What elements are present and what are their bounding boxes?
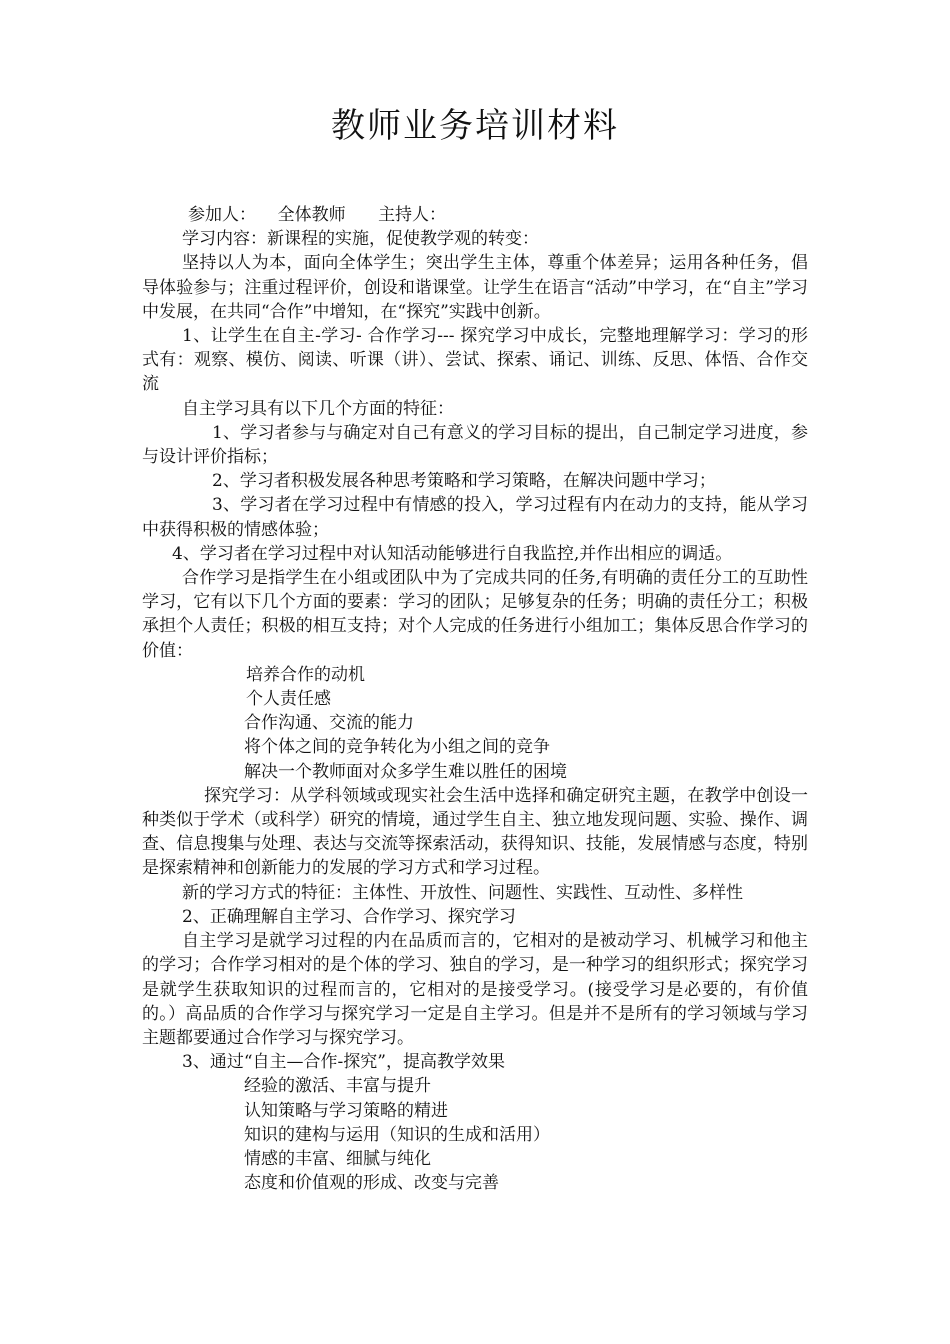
document-title: 教师业务培训材料 bbox=[331, 106, 619, 146]
effect-item: 知识的建构与运用（知识的生成和活用） bbox=[244, 1124, 550, 1145]
effect-item: 认知策略与学习策略的精进 bbox=[244, 1100, 448, 1121]
effect-item: 态度和价值观的形成、改变与完善 bbox=[244, 1173, 499, 1194]
section-1: 1、让学生在自主-学习- 合作学习--- 探究学习中成长，完整地理解学习：学习的形式有：观察、模仿、阅读、听课（讲）、尝试、探索、诵记、训练、反思、体悟、合作交流 bbox=[142, 326, 808, 395]
section-2-body: 自主学习是就学习过程的内在品质而言的，它相对的是被动学习、机械学习和他主的学习；合作学习相对的是个体的学习、独自的学习，是一种学习的组织形式；探究学习是就学生获取知识的过程而言的，它相对的是接受学习。(接受学习是必要的，有价值的。）高品质的合作学习与探究学习一定是自主学习。但是并不是所有的学习领域与学习主题都要通过合作学习与探究学习。 bbox=[142, 931, 808, 1048]
feature-item: 4、学习者在学习过程中对认知活动能够进行自我监控,并作出相应的调适。 bbox=[172, 543, 733, 564]
participants-value: 全体教师 bbox=[277, 205, 346, 225]
effect-item: 经验的激活、丰富与提升 bbox=[244, 1076, 431, 1097]
feature-item: 3、学习者在学习过程中有情感的投入，学习过程有内在动力的支持，能从学习中获得积极的情感体验； bbox=[142, 495, 808, 540]
paragraph-principles: 坚持以人为本，面向全体学生；突出学生主体，尊重个体差异；运用各种任务，倡导体验参与；注重过程评价，创设和谐课堂。让学生在语言“活动”中学习，在“自主”学习中发展，在共同“合作”中增知，在“探究”实践中创新。 bbox=[142, 253, 808, 322]
meta-line bbox=[142, 203, 808, 227]
document-body bbox=[142, 203, 808, 1195]
host-label: 主持人： bbox=[378, 205, 447, 225]
section-2-heading: 2、正确理解自主学习、合作学习、探究学习 bbox=[182, 906, 516, 927]
cooperative-learning-paragraph: 合作学习是指学生在小组或团队中为了完成共同的任务,有明确的责任分工的互助性学习，它有以下几个方面的要素：学习的团队；足够复杂的任务；明确的责任分工；积极承担个人责任；积极的相互支持；对个人完成的任务进行小组加工；集体反思合作学习的价值： bbox=[142, 568, 808, 661]
feature-item: 2、学习者积极发展各种思考策略和学习策略，在解决问题中学习； bbox=[212, 471, 716, 492]
feature-item: 1、学习者参与与确定对自己有意义的学习目标的提出，自己制定学习进度，参与设计评价指标； bbox=[142, 422, 808, 468]
effect-item: 情感的丰富、细腻与纯化 bbox=[244, 1148, 431, 1169]
section-3-heading: 3、通过“自主—合作-探究”，提高教学效果 bbox=[182, 1052, 505, 1073]
study-content-line: 学习内容：新课程的实施，促使教学观的转变： bbox=[182, 229, 539, 250]
inquiry-learning-paragraph: 探究学习：从学科领域或现实社会生活中选择和确定研究主题，在教学中创设一种类似于学术（或科学）研究的情境，通过学生自主、独立地发现问题、实验、操作、调查、信息搜集与处理、表达与交流等探索活动，获得知识、技能，发展情感与态度，特别是探索精神和创新能力的发展的学习方式和学习过程。 bbox=[142, 785, 808, 879]
coop-value-item: 解决一个教师面对众多学生难以胜任的困境 bbox=[244, 761, 567, 782]
participants-label: 参加人： bbox=[188, 205, 256, 225]
coop-value-item: 个人责任感 bbox=[246, 689, 331, 710]
coop-value-item: 将个体之间的竞争转化为小组之间的竞争 bbox=[244, 737, 550, 758]
new-features-line: 新的学习方式的特征：主体性、开放性、问题性、实践性、互动性、多样性 bbox=[182, 882, 743, 903]
coop-value-item: 合作沟通、交流的能力 bbox=[244, 713, 414, 734]
features-intro: 自主学习具有以下几个方面的特征： bbox=[182, 398, 454, 419]
coop-value-item: 培养合作的动机 bbox=[246, 664, 365, 685]
